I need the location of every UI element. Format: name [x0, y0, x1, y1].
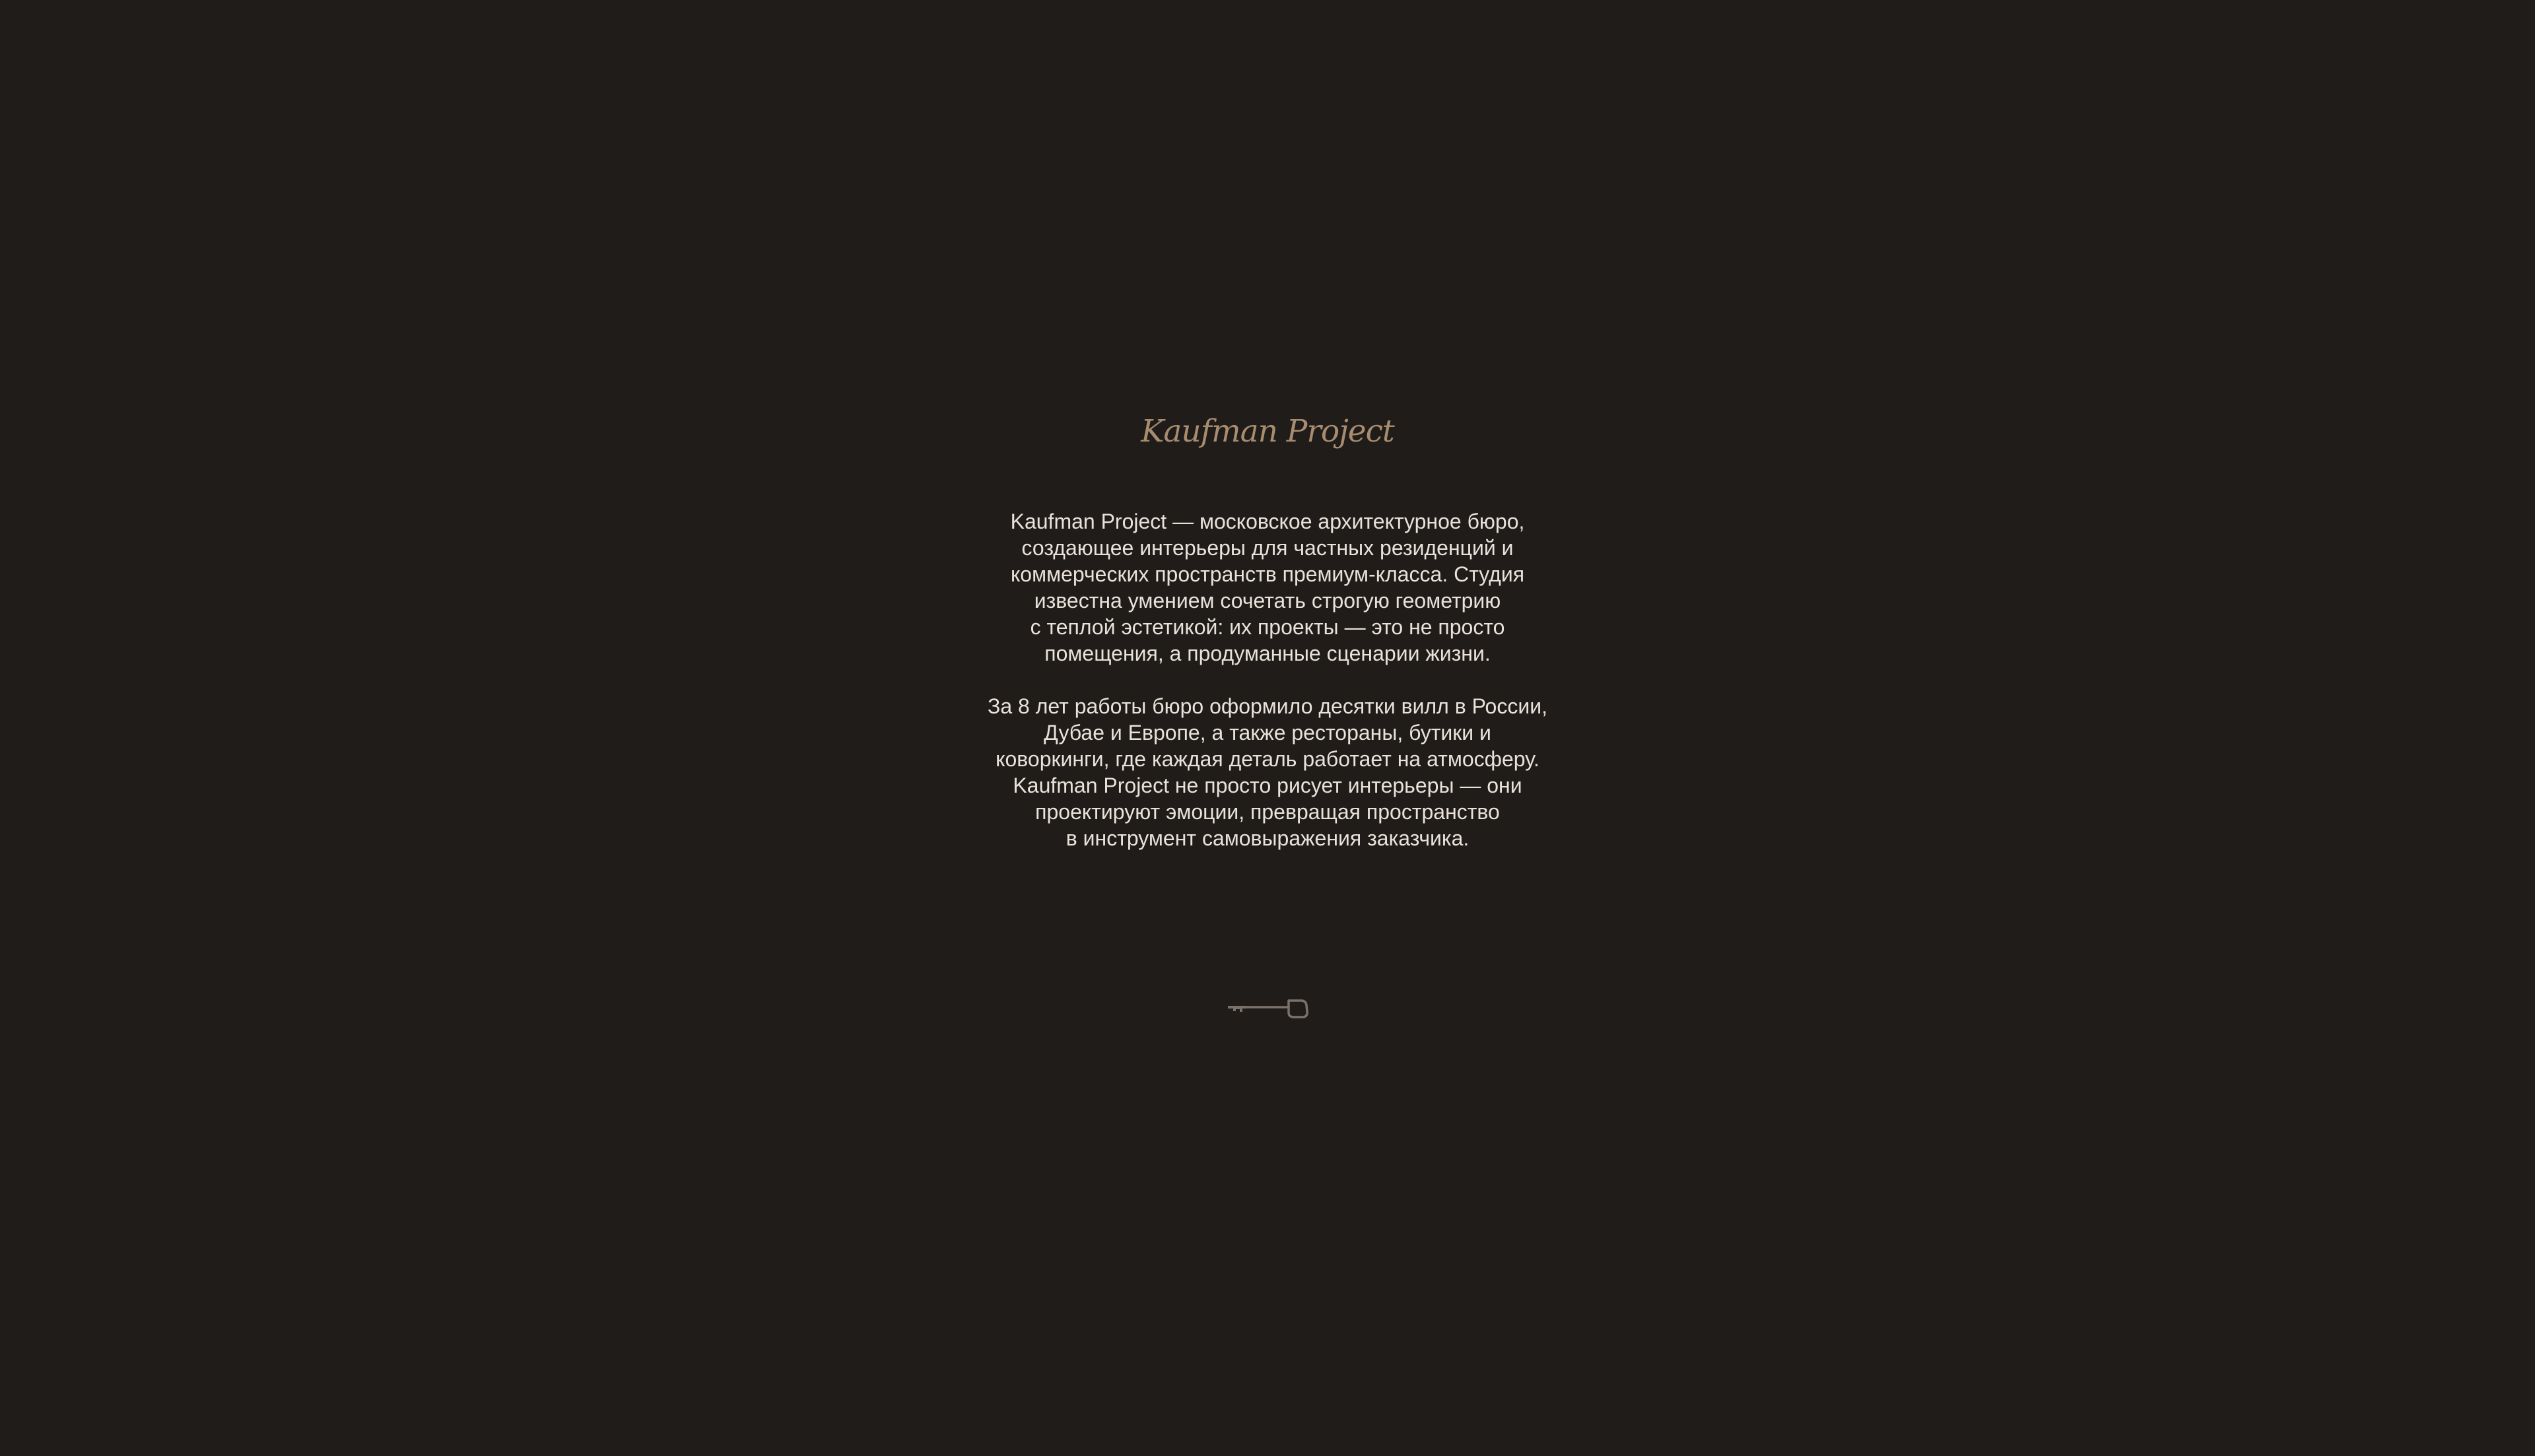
- paragraph-line: помещения, а продуманные сценарии жизни.: [1044, 642, 1491, 665]
- paragraph-line: коммерческих пространств премиум-класса. Студия: [1010, 562, 1525, 586]
- paragraph-line: Kaufman Project — московское архитектурное бюро,: [1010, 510, 1525, 533]
- brand-title: Kaufman Project: [1141, 413, 1394, 449]
- paragraph-line: Kaufman Project не просто рисует интерьеры — они: [1013, 774, 1522, 797]
- paragraph-line: известна умением сочетать строгую геометрию: [1034, 589, 1501, 612]
- key-icon: [1224, 995, 1310, 1020]
- paragraph-line: создающее интерьеры для частных резиденций и: [1021, 536, 1514, 560]
- paragraph-line: проектируют эмоции, превращая пространство: [1035, 800, 1500, 824]
- about-paragraph-2: [951, 693, 1584, 851]
- paragraph-line: в инструмент самовыражения заказчика.: [1065, 826, 1470, 850]
- paragraph-line: Дубае и Европе, а также рестораны, бутики и: [1044, 721, 1491, 745]
- paragraph-line: коворкинги, где каждая деталь работает на атмосферу.: [996, 747, 1539, 771]
- about-paragraph-1: [951, 508, 1584, 667]
- paragraph-line: За 8 лет работы бюро оформило десятки вилл в России,: [988, 694, 1547, 718]
- paragraph-line: с теплой эстетикой: их проекты — это не просто: [1030, 615, 1505, 639]
